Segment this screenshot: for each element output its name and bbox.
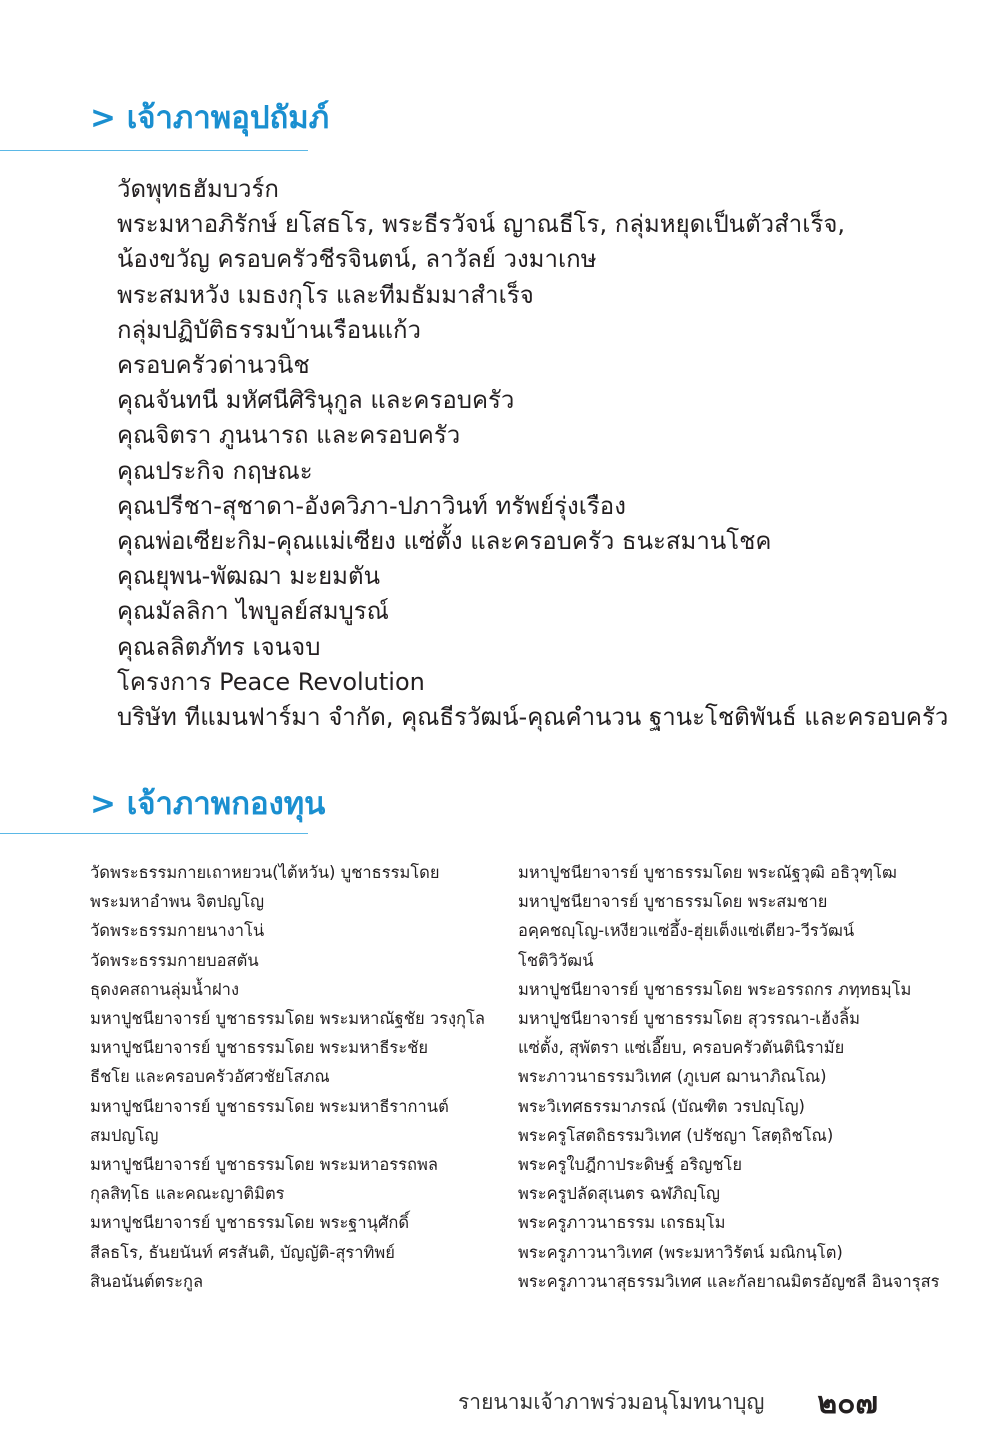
fund-list-item: พระภาวนาธรรมวิเทศ (ภูเบศ ฌานาภิณโณ) — [518, 1067, 827, 1087]
patron-list-item: วัดพุทธฮัมบวร์ก — [117, 175, 279, 203]
patron-list-item: กลุ่มปฏิบัติธรรมบ้านเรือนแก้ว — [117, 315, 421, 344]
fund-list-item: ธุดงคสถานลุ่มน้ำฝาง — [90, 979, 240, 999]
fund-section-heading: > เจ้าภาพกองทุน — [90, 786, 326, 822]
patron-list-item: น้องขวัญ ครอบครัวชีรจินตน์, ลาวัลย์ วงมาเกษ — [117, 245, 597, 274]
patron-list-item: คุณประกิจ กฤษณะ — [117, 456, 313, 485]
fund-list-item: พระวิเทศธรรมาภรณ์ (บัณฑิต วรปญฺโญ) — [518, 1096, 805, 1116]
fund-list-item: วัดพระธรรมกายบอสตัน — [90, 950, 259, 970]
fund-list-item: ธีชโย และครอบครัวอัศวชัยโสภณ — [90, 1067, 330, 1087]
fund-list-item: สมปญโญ — [90, 1125, 159, 1145]
fund-list-item: สินอนันต์ตระกูล — [90, 1271, 204, 1291]
fund-list-item: พระครูภาวนาวิเทศ (พระมหาวิรัตน์ มณิกนฺโต) — [518, 1242, 843, 1262]
fund-list-item: มหาปูชนียาจารย์ บูชาธรรมโดย พระมหาณัฐชัย วรงฺกุโล — [90, 1009, 486, 1029]
fund-list-item: พระครูใบฎีกาประดิษฐ์ อริญชโย — [518, 1155, 743, 1175]
fund-list-item: พระครูปลัดสุเนตร ฉฬภิญฺโญ — [518, 1184, 720, 1204]
patron-list-item: คุณจันทนี มหัศนีศิรินุกูล และครอบครัว — [117, 386, 515, 415]
fund-list-item: มหาปูชนียาจารย์ บูชาธรรมโดย พระมหาธีระชัย — [90, 1038, 428, 1058]
patron-list-item: คุณยุพน-พัฒฌา มะยมตัน — [117, 562, 380, 591]
fund-list-item: พระครูภาวนาสุธรรมวิเทศ และกัลยาณมิตรอัญชลี อินจารุสร — [518, 1271, 940, 1291]
fund-list-item: มหาปูชนียาจารย์ บูชาธรรมโดย พระอรรถกร ภทฺทธมฺโม — [518, 979, 912, 999]
fund-list-item: สีลธโร, ธันยนันท์ ศรสันติ, บัญญัติ-สุราทิพย์ — [90, 1242, 395, 1262]
patron-list-item: ครอบครัวด่านวนิช — [117, 351, 310, 380]
patron-list-item: คุณลลิตภัทร เจนจบ — [117, 632, 321, 661]
fund-list-item: พระครูภาวนาธรรม เถรธมฺโม — [518, 1213, 726, 1233]
patron-list-item: พระสมหวัง เมธงกุโร และทีมธัมมาสำเร็จ — [117, 280, 534, 309]
fund-list-item: มหาปูชนียาจารย์ บูชาธรรมโดย พระมหาอรรถพล — [90, 1155, 438, 1175]
patron-list-item: คุณพ่อเซียะกิม-คุณแม่เซียง แซ่ตั้ง และครอบครัว ธนะสมานโชค — [117, 527, 772, 556]
patron-heading-rule — [0, 150, 308, 151]
fund-list-item: พระครูโสตถิธรรมวิเทศ (ปรัชญา โสตฺถิชโณ) — [518, 1125, 834, 1145]
patron-list-item: คุณจิตรา ภูนนารถ และครอบครัว — [117, 421, 461, 450]
fund-list-item: แซ่ตั้ง, สุพัตรา แซ่เอี๊ยบ, ครอบครัวตันตินิรามัย — [518, 1038, 845, 1058]
patron-section-heading: > เจ้าภาพอุปถัมภ์ — [90, 100, 330, 136]
patron-list-item: พระมหาอภิรักษ์ ยโสธโร, พระธีรวัจน์ ญาณธีโร, กลุ่มหยุดเป็นตัวสำเร็จ, — [117, 210, 846, 239]
fund-list-item: วัดพระธรรมกายนางาโน่ — [90, 921, 265, 941]
fund-heading-rule — [0, 833, 308, 834]
fund-list-item: กุลสิทฺโธ และคณะญาติมิตร — [90, 1184, 285, 1204]
patron-list-item: คุณมัลลิกา ไพบูลย์สมบูรณ์ — [117, 597, 389, 626]
fund-list-left-column — [90, 858, 485, 1296]
patron-list — [117, 172, 948, 735]
fund-list-item: มหาปูชนียาจารย์ บูชาธรรมโดย พระณัฐวุฒิ อธิวุฑฺโฒ — [518, 863, 897, 882]
footer-title: รายนามเจ้าภาพร่วมอนุโมทนาบุญ — [458, 1390, 765, 1414]
page-footer — [458, 1380, 878, 1420]
fund-list-item: วัดพระธรรมกายเถาหยวน(ไต้หวัน) บูชาธรรมโดย — [90, 863, 440, 882]
patron-list-item: โครงการ Peace Revolution — [117, 667, 425, 696]
fund-list-item: มหาปูชนียาจารย์ บูชาธรรมโดย สุวรรณา-เฮ้งลิ้ม — [518, 1009, 861, 1029]
page-number: ๒๐๗ — [817, 1386, 878, 1421]
fund-list-item: พระมหาอำพน จิตปญโญ — [90, 892, 265, 912]
patron-list-item: คุณปรีชา-สุชาดา-อังควิภา-ปภาวินท์ ทรัพย์รุ่งเรือง — [117, 491, 626, 520]
fund-list-item: มหาปูชนียาจารย์ บูชาธรรมโดย พระสมชาย — [518, 892, 828, 912]
fund-list-item: มหาปูชนียาจารย์ บูชาธรรมโดย พระฐานุศักดิ์ — [90, 1213, 410, 1233]
fund-list-item: อคฺคชญฺโญ-เหงียวแซ่อึ้ง-ฮุ่ยเต็งแซ่เตียว-วีรวัฒน์ — [518, 921, 855, 941]
patron-list-item: บริษัท ทีแมนฟาร์มา จำกัด, คุณธีรวัฒน์-คุณคำนวน ฐานะโชติพันธ์ และครอบครัว — [117, 703, 949, 732]
fund-list-item: มหาปูชนียาจารย์ บูชาธรรมโดย พระมหาธีรากานต์ — [90, 1096, 449, 1116]
fund-list-item: โชติวิวัฒน์ — [518, 950, 594, 970]
fund-list-right-column — [518, 858, 940, 1296]
